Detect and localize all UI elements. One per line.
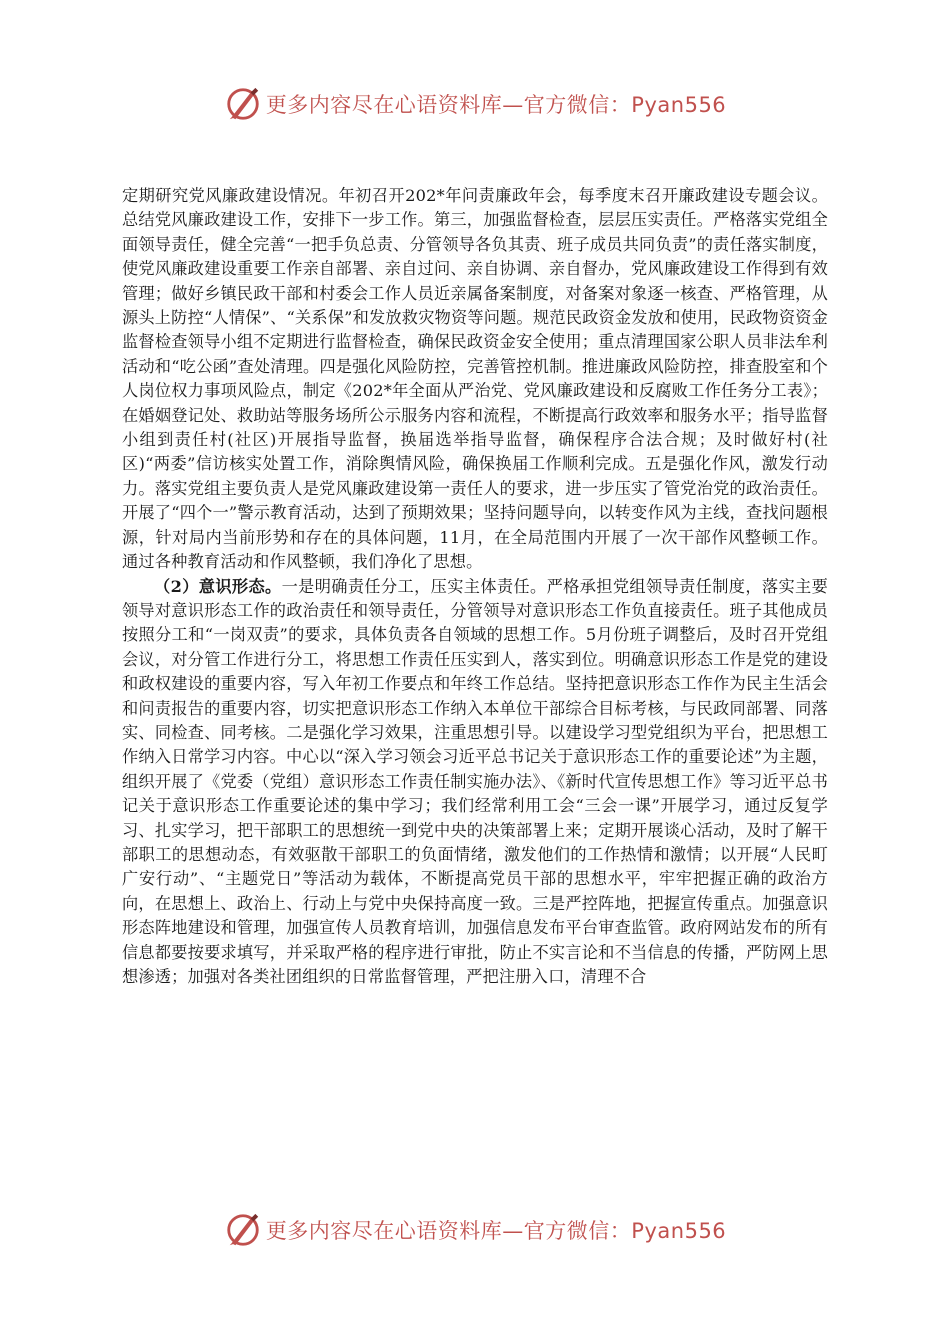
document-body — [122, 184, 828, 989]
pen-logo-icon — [224, 1211, 262, 1249]
pen-logo-icon — [224, 85, 262, 123]
paragraph: 定期研究党风廉政建设情况。年初召开202*年问责廉政年会，每季度末召开廉政建设专题会议。总结党风廉政建设工作，安排下一步工作。第三，加强监督检查，层层压实责任。严格落实党组全面领导责任，健全完善“一把手负总责、分管领导各负其责、班子成员共同负责”的责任落实制度，使党风廉政建设重要工作亲自部署、亲自过问、亲自协调、亲自督办，党风廉政建设工作得到有效管理；做好乡镇民政干部和村委会工作人员近亲属备案制度，对备案对象逐一核查、严格管理，从源头上防控“人情保”、“关系保”和发放救灾物资等问题。规范民政资金发放和使用，民政物资资金监督检查领导小组不定期进行监督检查，确保民政资金安全使用；重点清理国家公职人员非法牟利活动和“吃公函”查处清理。四是强化风险防控，完善管控机制。推进廉政风险防控，排查股室和个人岗位权力事项风险点，制定《202*年全面从严治党、党风廉政建设和反腐败工作任务分工表》；在婚姻登记处、救助站等服务场所公示服务内容和流程，不断提高行政效率和服务水平；指导监督小组到责任村(社区)开展指导监督，换届选举指导监督，确保程序合法合规；及时做好村(社区)“两委”信访核实处置工作，消除舆情风险，确保换届工作顺利完成。五是强化作风，激发行动力。落实党组主要负责人是党风廉政建设第一责任人的要求，进一步压实了管党治党的政治责任。开展了“四个一”警示教育活动，达到了预期效果；坚持问题导向，以转变作风为主线，查找问题根源，针对局内当前形势和存在的具体问题，11月，在全局范围内开展了一次干部作风整顿工作。通过各种教育活动和作风整顿，我们净化了思想。 — [122, 186, 828, 572]
section-heading: （2）意识形态。 — [154, 576, 282, 596]
header-banner — [0, 82, 950, 126]
paragraph-text: 一是明确责任分工，压实主体责任。严格承担党组领导责任制度，落实主要领导对意识形态工作的政治责任和领导责任，分管领导对意识形态工作负直接责任。班子其他成员按照分工和“一岗双责”的要求，具体负责各自领域的思想工作。5月份班子调整后，及时召开党组会议，对分管工作进行分工，将思想工作责任压实到人，落实到位。明确意识形态工作是党的建设和政权建设的重要内容，写入年初工作要点和年终工作总结。坚持把意识形态工作作为民主生活会和问责报告的重要内容，切实把意识形态工作纳入本单位干部综合目标考核，与民政同部署、同落实、同检查、同考核。二是强化学习效果，注重思想引导。以建设学习型党组织为平台，把思想工作纳入日常学习内容。中心以“深入学习领会习近平总书记关于意识形态工作的重要论述”为主题，组织开展了《党委（党组）意识形态工作责任制实施办法》、《新时代宣传思想工作》等习近平总书记关于意识形态工作重要论述的集中学习；我们经常利用工会“三会一课”开展学习，通过反复学习、扎实学习，把干部职工的思想统一到党中央的决策部署上来；定期开展谈心活动，及时了解干部职工的思想动态，有效驱散干部职工的负面情绪，激发他们的工作热情和激情；以开展“人民町广安行动”、“主题党日”等活动为载体，不断提高党员干部的思想水平，牢牢把握正确的政治方向，在思想上、政治上、行动上与党中央保持高度一致。三是严控阵地，把握宣传重点。加强意识形态阵地建设和管理，加强宣传人员教育培训，加强信息发布平台审查监管。政府网站发布的所有信息都要按要求填写，并采取严格的程序进行审批，防止不实言论和不当信息的传播，严防网上思想渗透；加强对各类社团组织的日常监督管理，严把注册入口，清理不合 — [122, 576, 828, 986]
footer-banner — [0, 1208, 950, 1252]
banner-text: 更多内容尽在心语资料库—官方微信：Pyan556 — [265, 1219, 727, 1243]
paragraph — [122, 575, 828, 990]
banner-text: 更多内容尽在心语资料库—官方微信：Pyan556 — [265, 93, 727, 117]
